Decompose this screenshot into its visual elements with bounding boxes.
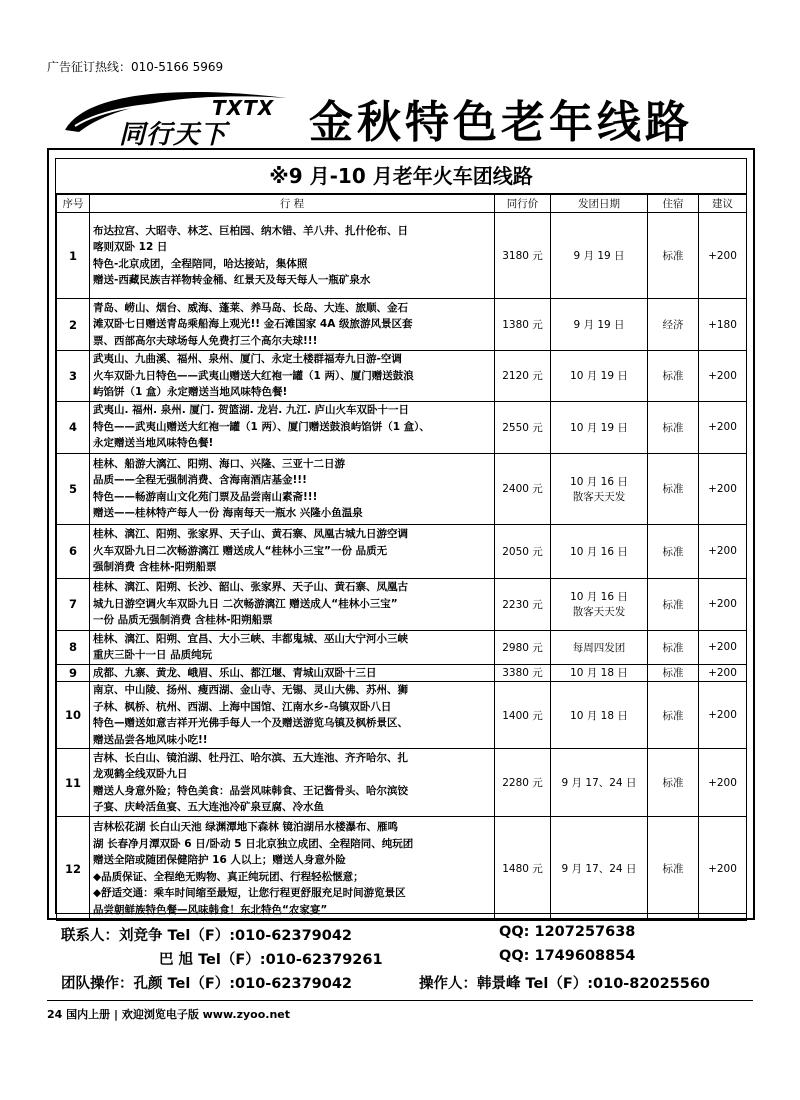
date-line: 散客天天发: [572, 490, 626, 503]
date-cell: [551, 453, 648, 524]
row-number: 2: [57, 299, 90, 351]
stay-cell: 标准: [648, 524, 699, 578]
itinerary-line: 南京、中山陵、扬州、瘦西湖、金山寺、无锡、灵山大佛、苏州、狮: [93, 684, 408, 696]
date-line: 10 月 18 日: [570, 709, 628, 722]
itinerary-cell: [90, 817, 495, 921]
itinerary-line: 青岛、崂山、烟台、威海、蓬莱、养马岛、长岛、大连、旅顺、金石: [93, 301, 408, 314]
itinerary-line: 特色——武夷山赠送大红袍一罐（1 两）、厦门赠送鼓浪屿馅饼（1 盒）、: [93, 420, 430, 433]
row-number: 10: [57, 682, 90, 749]
row-number: 7: [57, 578, 90, 630]
itinerary-line: 永定赠送当地风味特色餐!: [93, 437, 214, 450]
stay-cell: 标准: [648, 453, 699, 524]
itinerary-line: ◆品质保证、全程绝无购物、真正纯玩团、行程轻松惬意；: [93, 870, 364, 883]
itinerary-line: 票、西部高尔夫球场每人免费打三个高尔夫球!!!: [93, 334, 318, 347]
itinerary-cell: [90, 299, 495, 351]
itinerary-line: 桂林、漓江、阳朔、宜昌、大小三峡、丰都鬼城、巫山大宁河小三峡: [93, 632, 408, 645]
price-cell: 2230 元: [495, 578, 551, 630]
price-cell: 3380 元: [495, 664, 551, 682]
table-row: [57, 524, 747, 578]
itinerary-line: 布达拉宫、大昭寺、林芝、巨柏园、纳木错、羊八井、扎什伦布、日: [93, 224, 408, 237]
date-line: 9 月 17、24 日: [561, 863, 637, 875]
row-number: 6: [57, 524, 90, 578]
itinerary-line: 特色——畅游南山文化苑门票及品尝南山素斋!!!: [93, 490, 318, 503]
col-header-price: 同行价: [495, 195, 551, 213]
itinerary-line: 子林、枫桥、杭州、西湖、上海中国馆、江南水乡-乌镇双卧八日: [93, 700, 392, 713]
date-cell: [551, 578, 648, 630]
row-number: 9: [57, 664, 90, 682]
price-cell: 1480 元: [495, 817, 551, 921]
itinerary-line: 赠送人身意外险；特色美食：品尝风味韩食、王记酱骨头、哈尔滨饺: [93, 784, 408, 797]
itinerary-line: ◆舒适交通：乘车时间缩至最短，让您行程更舒服充足时间游览景区: [93, 887, 406, 899]
row-number: 3: [57, 351, 90, 402]
itinerary-cell: [90, 578, 495, 630]
logo-english: TXTX: [212, 96, 275, 120]
col-header-no: 序号: [57, 195, 90, 213]
date-cell: [551, 664, 648, 682]
date-cell: [551, 524, 648, 578]
advice-cell: +200: [699, 453, 747, 524]
row-number: 1: [57, 213, 90, 299]
itinerary-line: 一份 品质无强制消费 含桂林-阳朔船票: [93, 614, 273, 627]
itinerary-cell: [90, 453, 495, 524]
advice-cell: +200: [699, 213, 747, 299]
itinerary-line: 火车双卧九日二次畅游漓江 赠送成人“桂林小三宝”一份 品质无: [93, 544, 388, 557]
itinerary-line: 城九日游空调火车双卧九日 二次畅游漓江 赠送成人“桂林小三宝”: [93, 597, 398, 610]
date-cell: [551, 817, 648, 921]
stay-cell: 标准: [648, 817, 699, 921]
date-line: 10 月 16 日: [570, 591, 628, 603]
price-cell: 1400 元: [495, 682, 551, 749]
date-line: 9 月 19 日: [573, 319, 625, 331]
date-line: 每周四发团: [572, 641, 626, 654]
date-line: 10 月 18 日: [570, 667, 628, 680]
table-row: [57, 401, 747, 453]
routes-panel: [55, 158, 747, 914]
date-cell: [551, 630, 648, 664]
itinerary-line: 武夷山、九曲溪、福州、泉州、厦门、永定土楼群福寿九日游-空调: [93, 353, 402, 365]
itinerary-line: 赠送——桂林特产每人一份 海南每天一瓶水 兴隆小鱼温泉: [93, 507, 363, 519]
date-cell: [551, 299, 648, 351]
stay-cell: 标准: [648, 578, 699, 630]
row-number: 11: [57, 749, 90, 817]
price-cell: 2120 元: [495, 351, 551, 402]
date-line: 9 月 19 日: [573, 250, 625, 262]
row-number: 12: [57, 817, 90, 921]
contact-2: 巴 旭 Tel（F）:010-62379261: [159, 952, 383, 968]
itinerary-cell: [90, 664, 495, 682]
advice-cell: +200: [699, 664, 747, 682]
col-header-advice: 建议: [699, 195, 747, 213]
stay-cell: 标准: [648, 351, 699, 402]
stay-cell: 标准: [648, 401, 699, 453]
price-cell: 2550 元: [495, 401, 551, 453]
advice-cell: +200: [699, 524, 747, 578]
stay-cell: 经济: [648, 299, 699, 351]
ad-hotline: 广告征订热线：010-5166 5969: [47, 60, 224, 74]
advice-cell: +200: [699, 630, 747, 664]
table-row: [57, 213, 747, 299]
advice-cell: +200: [699, 749, 747, 817]
row-number: 8: [57, 630, 90, 664]
stay-cell: 标准: [648, 664, 699, 682]
stay-cell: 标准: [648, 682, 699, 749]
date-line: 10 月 16 日: [570, 475, 628, 488]
price-cell: 1380 元: [495, 299, 551, 351]
date-cell: [551, 401, 648, 453]
logo-chinese: 同行天下: [119, 120, 228, 150]
table-row: [57, 351, 747, 402]
itinerary-line: 赠送-西藏民族吉祥物转金桶、红景天及每天每人一瓶矿泉水: [93, 274, 371, 286]
team-operation: 团队操作：孔颜 Tel（F）:010-62379042: [61, 976, 353, 992]
date-cell: [551, 351, 648, 402]
itinerary-line: 赠送品尝各地风味小吃!!: [93, 733, 208, 746]
itinerary-cell: [90, 524, 495, 578]
itinerary-cell: [90, 213, 495, 299]
price-cell: 2400 元: [495, 453, 551, 524]
table-row: [57, 817, 747, 921]
table-row: [57, 749, 747, 817]
advice-cell: +180: [699, 299, 747, 351]
itinerary-line: 品尝朝鲜族特色餐—风味韩食！东北特色“农家宴”: [93, 903, 328, 916]
table-row: [57, 453, 747, 524]
date-cell: [551, 749, 648, 817]
itinerary-cell: [90, 401, 495, 453]
contact-2-qq: QQ: 1749608854: [499, 948, 636, 964]
itinerary-line: 桂林、船游大漓江、阳朔、海口、兴隆、三亚十二日游: [93, 457, 345, 470]
itinerary-line: 火车双卧九日特色——武夷山赠送大红袍一罐（1 两）、厦门赠送鼓浪: [93, 369, 414, 382]
operator: 操作人：韩景峰 Tel（F）:010-82025560: [419, 976, 711, 992]
table-row: [57, 682, 747, 749]
col-header-date: 发团日期: [551, 195, 648, 213]
date-line: 10 月 19 日: [570, 370, 628, 383]
date-line: 10 月 16 日: [570, 545, 628, 558]
itinerary-line: 喀则双卧 12 日: [93, 241, 168, 253]
price-cell: 3180 元: [495, 213, 551, 299]
price-cell: 2050 元: [495, 524, 551, 578]
advice-cell: +200: [699, 401, 747, 453]
stay-cell: 标准: [648, 630, 699, 664]
itinerary-cell: [90, 351, 495, 402]
date-cell: [551, 213, 648, 299]
itinerary-line: 吉林松花湖 长白山天池 绿渊潭地下森林 镜泊湖吊水楼瀑布、雁鸣: [93, 821, 398, 833]
page-title: 金秋特色老年线路: [309, 97, 693, 148]
routes-table: [56, 194, 747, 921]
itinerary-line: 强制消费 含桂林-阳朔船票: [93, 561, 217, 574]
price-cell: 2280 元: [495, 749, 551, 817]
advice-cell: +200: [699, 578, 747, 630]
itinerary-line: 赠送全陪或随团保健陪护 16 人以上；赠送人身意外险: [93, 854, 346, 866]
itinerary-cell: [90, 682, 495, 749]
contact-1-qq: QQ: 1207257638: [499, 924, 636, 940]
date-line: 10 月 19 日: [570, 421, 628, 434]
col-header-stay: 住宿: [648, 195, 699, 213]
itinerary-line: 桂林、漓江、阳朔、长沙、韶山、张家界、天子山、黄石寨、凤凰古: [93, 581, 408, 594]
itinerary-line: 武夷山. 福州. 泉州. 厦门. 贺篮湖. 龙岩. 九江. 庐山火车双卧十一日: [93, 404, 410, 417]
itinerary-line: 重庆三卧十一日 品质纯玩: [93, 649, 213, 661]
date-line: 散客天天发: [572, 606, 626, 618]
table-row: [57, 299, 747, 351]
itinerary-line: 吉林、长白山、镜泊湖、牡丹江、哈尔滨、五大连池、齐齐哈尔、扎: [93, 751, 408, 764]
itinerary-line: 品质——全程无强制消费、含海南酒店基金!!!: [93, 474, 307, 486]
contact-label: 联系人：: [61, 928, 119, 944]
date-cell: [551, 682, 648, 749]
contact-1: 刘竞争 Tel（F）:010-62379042: [119, 928, 353, 944]
row-number: 4: [57, 401, 90, 453]
stay-cell: 标准: [648, 749, 699, 817]
itinerary-cell: [90, 630, 495, 664]
price-cell: 2980 元: [495, 630, 551, 664]
itinerary-line: 特色—赠送如意吉祥开光佛手每人一个及赠送游览乌镇及枫桥景区、: [93, 717, 408, 729]
advice-cell: +200: [699, 351, 747, 402]
itinerary-line: 滩双卧七日赠送青岛乘船海上观光!! 金石滩国家 4A 级旅游风景区套: [93, 318, 413, 331]
page-footer: 24 国内上册 | 欢迎浏览电子版 www.zyoo.net: [47, 1008, 291, 1021]
table-header-row: [57, 195, 747, 213]
itinerary-cell: [90, 749, 495, 817]
table-row: [57, 664, 747, 682]
routes-frame: [47, 148, 755, 920]
itinerary-line: 成都、九寨、黄龙、峨眉、乐山、都江堰、青城山双卧十三日: [93, 666, 377, 679]
table-row: [57, 578, 747, 630]
date-line: 9 月 17、24 日: [561, 777, 637, 789]
section-title: ※9 月-10 月老年火车团线路: [56, 159, 746, 194]
itinerary-line: 桂林、漓江、阳朔、张家界、天子山、黄石寨、凤凰古城九日游空调: [93, 528, 408, 541]
col-header-itinerary: 行 程: [90, 195, 495, 213]
contacts: [47, 918, 753, 998]
footer-divider: [47, 1000, 753, 1001]
header: [47, 76, 753, 150]
itinerary-line: 子宴、庆岭活鱼宴、五大连池冷矿泉豆腐、冷水鱼: [93, 801, 324, 813]
row-number: 5: [57, 453, 90, 524]
advice-cell: +200: [699, 817, 747, 921]
itinerary-line: 湖 长春净月潭双卧 6 日/卧动 5 日北京独立成团、全程陪同、纯玩团: [93, 837, 414, 850]
logo: [57, 82, 297, 150]
itinerary-line: 屿馅饼（1 盒）永定赠送当地风味特色餐!: [93, 386, 288, 398]
table-row: [57, 630, 747, 664]
itinerary-line: 龙观鹤全线双卧九日: [93, 768, 188, 780]
stay-cell: 标准: [648, 213, 699, 299]
itinerary-line: 特色-北京成团，全程陪同，哈达接站，集体照: [93, 257, 308, 270]
advice-cell: +200: [699, 682, 747, 749]
